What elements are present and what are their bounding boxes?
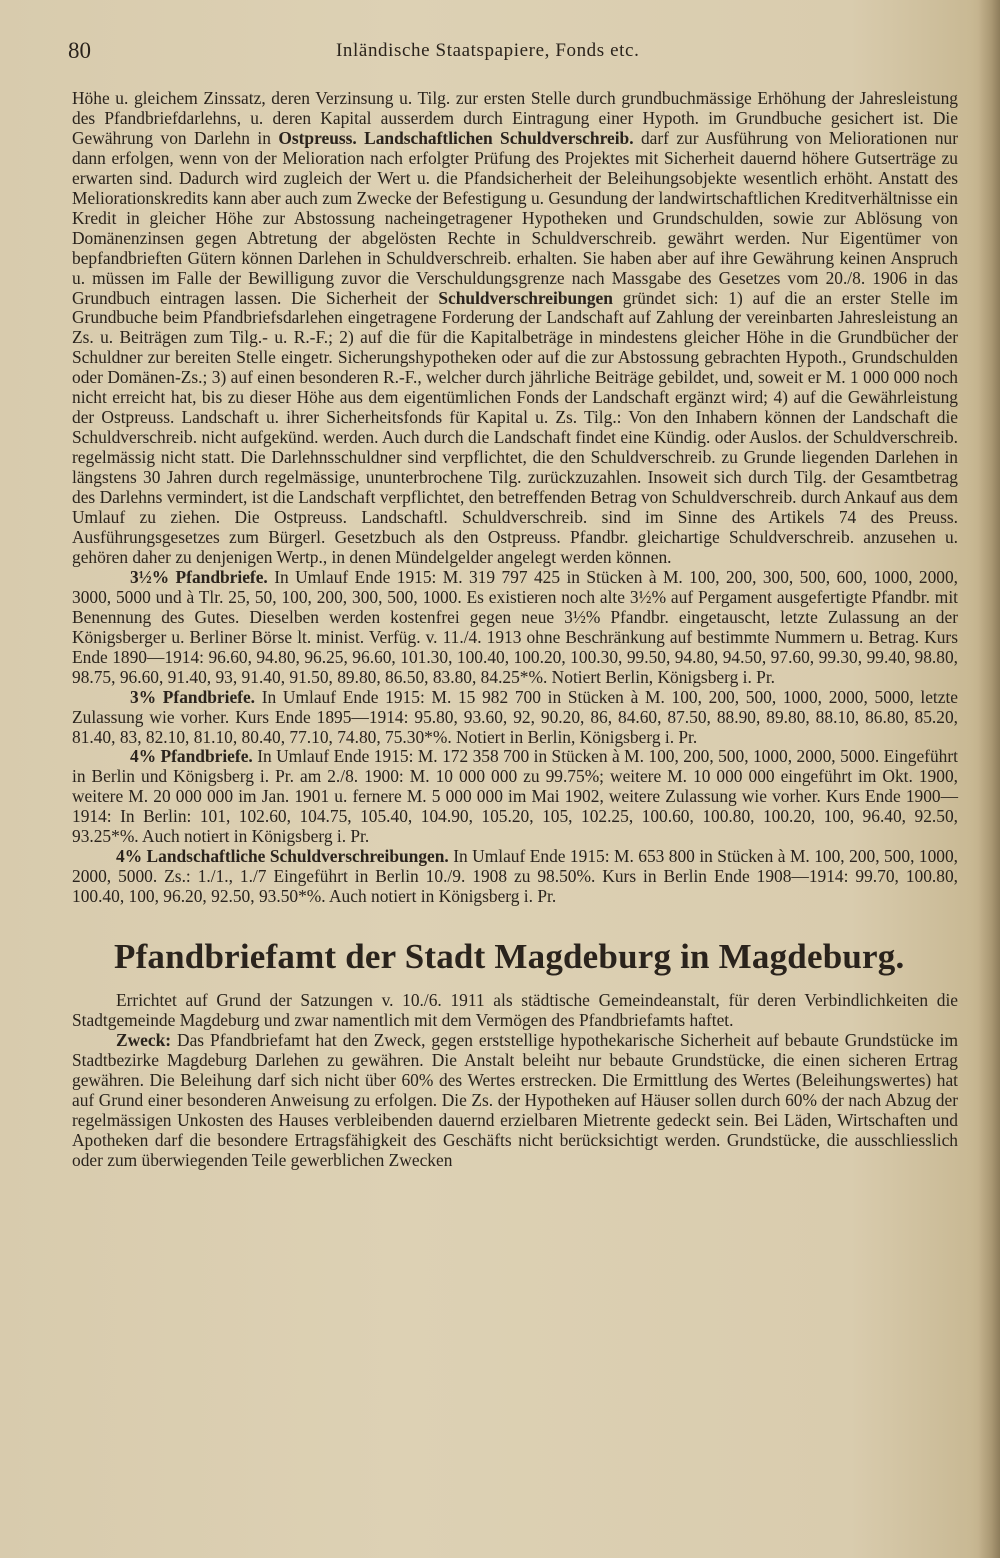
page-header (68, 38, 958, 70)
zweck-text: Das Pfandbriefamt hat den Zweck, gegen erststellige hypothekarische Sicherheit auf bebaute Grundstücke im Stadtbezirke Magdeburg Darlehen zu gewähren. Die Anstalt beleiht nur bebaute Grundstücke, die einen sicheren Ertrag gewähren. Die Beleihung darf sich nicht über 60% des Wertes erstrecken. Die Ermittlung des Wertes (Beleihungswertes) hat auf Grund einer besonderen Anweisung zu erfolgen. Die Zs. der Hypotheken auf Häuser sollen durch 60% der nach Abzug der regelmässigen Unkosten des Hauses verbleibenden dauernd erzielbaren Mietrente gedeckt sein. Bei Läden, Wirtschaften und Apotheken darf die besondere Ertragsfähigkeit des Geschäfts nicht berücksichtigt werden. Grundstücke, die ausschliesslich oder zum überwiegenden Teile gewerblichen Zwecken (72, 1029, 958, 1170)
entry-text: In Umlauf Ende 1915: M. 172 358 700 in Stücken à M. 100, 200, 500, 1000, 2000, 5000. Eingeführt in Berlin und Königsberg i. Pr. am 2./8. 1900: M. 10 000 000 zu 99.75%; weitere M. 10 000 000 eingeführt im Okt. 1900, weitere M. 20 000 000 im Jan. 1901 u. fernere M. 5 000 000 im Mai 1902, weitere Zulassung wie vorher. Kurs Ende 1900—1914: In Berlin: 101, 102.60, 104.75, 105.40, 104.90, 105.20, 105, 102.25, 100.60, 100.80, 100.20, 100, 96.40, 92.50, 93.25*%. Auch notiert in Königsberg i. Pr. (72, 746, 958, 847)
page-body (72, 89, 958, 1171)
entry-3-pfandbriefe (72, 688, 958, 748)
running-title: Inländische Staatspapiere, Fonds etc. (336, 40, 640, 61)
continuation-bold-1: Ostpreuss. Landschaftlichen Schuldverschreib. (278, 127, 634, 148)
continuation-bold-2: Schuldverschreibungen (438, 287, 613, 308)
entry-4-pfandbriefe (72, 747, 958, 847)
entry-heading: 4% Landschaftliche Schuldverschreibungen. (116, 846, 449, 867)
section-intro: Errichtet auf Grund der Satzungen v. 10./6. 1911 als städtische Gemeindeanstalt, für deren Verbindlichkeiten die Stadtgemeinde Magdeburg und zwar namentlich mit dem Vermögen des Pfandbriefamts haftet. (72, 990, 958, 1031)
section-zweck (72, 1031, 958, 1171)
zweck-label: Zweck: (116, 1029, 172, 1050)
entry-heading: 3½% Pfandbriefe. (130, 566, 268, 587)
continuation-text-2: darf zur Ausführung von Meliorationen nur dann erfolgen, wenn von der Melioration nach erfolgter Prüfung des Projektes mit Sicherheit dauernd höhere Gutserträge zu erwarten sind. Dadurch wird zugleich der Wert u. die Pfandsicherheit der Beleihungsobjekte wesentlich erhöht. Anstatt des Meliorationskredits kann aber auch zum Zwecke der Befestigung u. Gesundung der landwirtschaftlichen Kreditverhältnisse ein Kredit in gleicher Höhe zur Abstossung nacheingetragener Hypotheken und Grundschulden, sowie zur Ablösung von Domänenzinsen gegen Abtretung der abgelösten Rechte in Schuldverschreib. gewährt werden. Nur Eigentümer von bepfandbrieften Gütern können Darlehen in Schuldverschreib. erhalten. Sie haben aber auf ihre Gewährung keinen Anspruch u. müssen im Falle der Bewilligung zuvor die Verschuldungsgrenze nach Massgabe des Gesetzes vom 20./8. 1906 in das Grundbuch eintragen lassen. Die Sicherheit der (72, 127, 958, 308)
entry-4-schuldverschreibungen (72, 847, 958, 907)
entry-text: In Umlauf Ende 1915: M. 653 800 in Stücken à M. 100, 200, 500, 1000, 2000, 5000. Zs.: 1./1., 1./7 Eingeführt in Berlin 10./9. 1908 zu 98.50%. Kurs in Berlin Ende 1908—1914: 99.70, 100.80, 100.40, 100, 96.20, 92.50, 93.50*%. Auch notiert in Königsberg i. Pr. (72, 846, 959, 907)
page-number: 80 (68, 38, 91, 63)
entry-text: In Umlauf Ende 1915: M. 319 797 425 in Stücken à M. 100, 200, 300, 500, 600, 1000, 2000, 3000, 5000 und à Tlr. 25, 50, 100, 200, 300, 500, 1000. Es existieren noch alte 3½% auf Pergament ausgefertigte Pfandbr. mit Benennung des Gutes. Dieselben werden kostenfrei gegen neue 3½% Pfandbr. eingetauscht, letzte Zulassung an der Königsberger u. Berliner Börse lt. minist. Verfüg. v. 11./4. 1913 ohne Beschränkung auf bestimmte Nummern u. Betrag. Kurs Ende 1890—1914: 96.60, 94.80, 96.25, 96.60, 101.30, 100.40, 100.20, 100.30, 99.50, 94.80, 94.50, 97.60, 99.30, 99.40, 98.80, 98.75, 96.60, 91.40, 93, 91.40, 91.50, 89.80, 86.50, 83.80, 84.25*%. Notiert Berlin, Königsberg i. Pr. (72, 566, 959, 687)
continuation-text-3: gründet sich: 1) auf die an erster Stelle im Grundbuche beim Pfandbriefsdarlehen eingetragene Forderung der Landschaft auf Zahlung der vereinbarten Jahresleistung an Zs. u. Beiträgen zum Tilg.- u. R.-F.; 2) auf die für die Kapitalbeträge in mindestens gleicher Höhe in die Grundbücher der Schuldner zur bereiten Stelle eingetr. Sicherungshypotheken oder auf die zur Abstossung gebrachten Hypoth., Grundschulden oder Domänen-Zs.; 3) auf einen besonderen R.-F., welcher durch jährliche Beiträge gebildet, und, soweit er M. 1 000 000 noch nicht erreicht hat, bis zu dieser Höhe aus dem eigentümlichen Fonds der Landschaft ergänzt wird; 4) auf die Gewährleistung der Ostpreuss. Landschaft u. ihrer Sicherheitsfonds für Kapital u. Zs. Tilg.: Von den Inhabern können der Landschaft die Schuldverschreib. nicht aufgekünd. werden. Auch durch die Landschaft findet eine Kündig. oder Auslos. der Schuldverschreib. regelmässig nicht statt. Die Darlehnsschuldner sind verpflichtet, die den Schuldverschreib. zu Grunde liegenden Darlehen in längstens 30 Jahren durch regelmässige, ununterbrochene Tilg. zurückzuzahlen. Insoweit sich durch Tilg. der Gesamtbetrag des Darlehns vermindert, ist die Landschaft verpflichtet, den betreffenden Betrag von Schuldverschreib. durch Ankauf aus dem Umlauf zu ziehen. Die Ostpreuss. Landschaftl. Schuldverschreib. sind im Sinne des Artikels 74 des Preuss. Ausführungsgesetzes zum Bürgerl. Gesetzbuch als den Ostpreuss. Pfandbr. gleichartige Schuldverschreib. anzusehen u. gehören daher zu denjenigen Wertp., in denen Mündelgelder angelegt werden können. (72, 287, 958, 567)
entry-text: In Umlauf Ende 1915: M. 15 982 700 in Stücken à M. 100, 200, 500, 1000, 2000, 5000, letzte Zulassung wie vorher. Kurs Ende 1895—1914: 95.80, 93.60, 92, 90.20, 86, 84.60, 87.50, 88.90, 89.80, 88.10, 86.80, 85.20, 81.40, 83, 82.10, 81.10, 80.40, 77.10, 74.80, 75.30*%. Notiert in Berlin, Königsberg i. Pr. (72, 686, 959, 747)
section-title: Pfandbriefamt der Stadt Magdeburg in Magdeburg. (114, 937, 905, 977)
entry-heading: 4% Pfandbriefe. (130, 746, 253, 767)
continuation-paragraph (72, 89, 958, 568)
entry-heading: 3% Pfandbriefe. (130, 686, 256, 707)
continuation-text-1: Höhe u. gleichem Zinssatz, deren Verzinsung u. Tilg. zur ersten Stelle durch grundbuchmässige Erhöhung der Jahresleistung des Pfandbriefdarlehns, u. deren Kapital ausserdem durch Eintragung einer Hypoth. im Grundbuche gesichert ist. Die Gewährung von Darlehn in (72, 88, 958, 148)
entry-3-5-pfandbriefe (72, 568, 958, 688)
page-edge-shadow (978, 0, 1000, 1558)
